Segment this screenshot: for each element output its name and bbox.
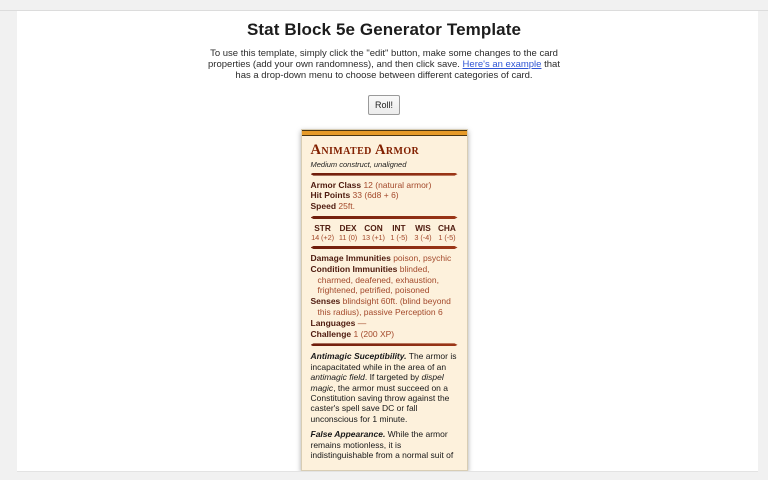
challenge-line: Challenge 1 (200 XP): [310, 328, 395, 339]
tapered-rule: [311, 246, 458, 249]
creature-name: Animated Armor: [310, 141, 420, 158]
example-link[interactable]: Here's an example: [462, 59, 542, 71]
trait-false-appearance: False Appearance. While the armor remains motionless, it is indistinguishable from a normal suit of: [310, 429, 454, 461]
ability-cha: CHA 1 (-5): [437, 223, 456, 242]
languages-line: Languages —: [310, 317, 367, 328]
trait-antimagic-susceptibility: Antimagic Suceptibility. The armor is incapacitated while in the area of an antimagic field. If targeted by dispel magic, the armor must succeed on a Constitution saving throw against the caster's spell save DC or fall unconscious for 1 minute.: [310, 351, 457, 424]
ability-str: STR 14 (+2): [311, 223, 334, 242]
intro-text-before: To use this template, simply click the "edit" button, make some changes to the card properties (add your own randomness), and then click save.: [208, 48, 558, 71]
intro-paragraph: [208, 48, 560, 82]
page-content: [17, 11, 758, 471]
roll-button-row: [17, 95, 751, 115]
damage-immunities-line: Damage Immunities poison, psychic: [310, 253, 452, 263]
creature-type: Medium construct, unaligned: [310, 159, 407, 169]
traits-section: [311, 351, 458, 460]
creature-properties: [311, 253, 458, 339]
armor-class-line: Armor Class 12 (natural armor): [310, 179, 432, 190]
ability-dex: DEX 11 (0): [338, 223, 358, 242]
stat-block-card: [301, 129, 468, 472]
ability-scores-table: [311, 223, 458, 242]
ability-int: INT 1 (-5): [390, 223, 408, 242]
senses-line: Senses blindsight 60ft. (blind beyond this radius), passive Perception 6: [310, 296, 451, 317]
tapered-rule: [311, 173, 458, 176]
roll-button[interactable]: Roll!: [368, 95, 400, 115]
ability-wis: WIS 3 (-4): [414, 223, 432, 242]
ability-con: CON 13 (+1): [362, 223, 385, 242]
hit-points-line: Hit Points 33 (6d8 + 6): [310, 190, 399, 201]
intro-text-after: that has a drop-down menu to choose between different categories of card.: [235, 59, 560, 82]
core-stats: [311, 180, 458, 212]
condition-immunities-line: Condition Immunities blinded, charmed, deafened, exhaustion, frightened, petrified, poisoned: [310, 263, 439, 296]
speed-line: Speed 25ft.: [310, 201, 355, 212]
tapered-rule: [311, 343, 458, 346]
card-body: [302, 136, 467, 471]
tapered-rule: [311, 216, 458, 219]
page-container: [17, 11, 758, 472]
page-title: Stat Block 5e Generator Template: [246, 20, 522, 39]
